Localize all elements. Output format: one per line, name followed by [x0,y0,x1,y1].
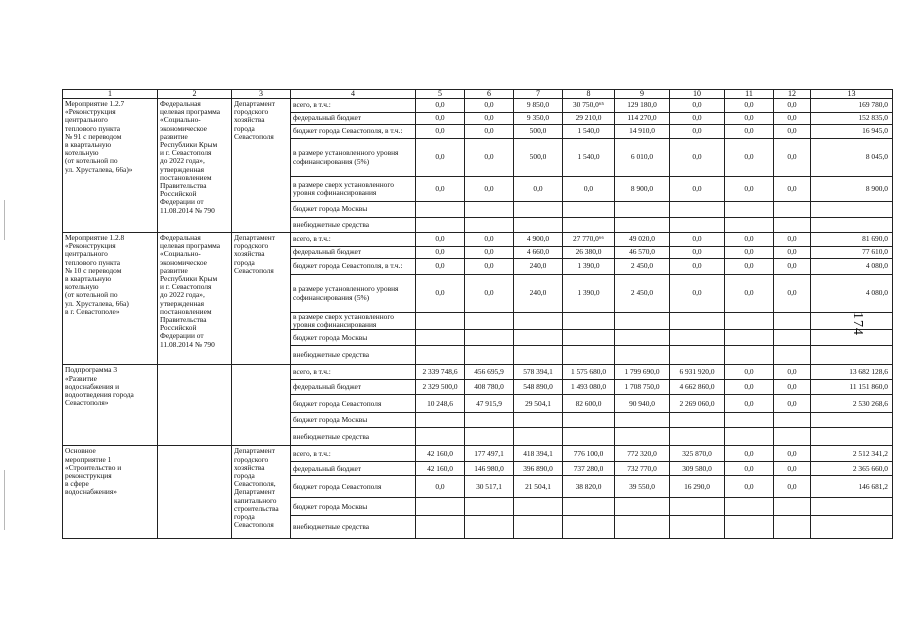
funding-source-label: в размере сверх установленного уровня софинансирования [291,313,416,330]
amount-cell: 146 980,0 [465,462,514,476]
amount-cell [615,428,670,446]
column-number: 9 [615,90,670,99]
amount-cell: 1 799 690,0 [615,365,670,380]
amount-cell: 4 660,0 [514,247,563,259]
amount-cell: 0,0 [416,233,465,247]
amount-cell: 0,0 [416,113,465,125]
executor-cell: Департамент городского хозяйства города Севастополя [232,99,291,233]
amount-cell: 0,0 [416,476,465,498]
amount-cell: 0,0 [774,365,811,380]
amount-cell: 772 320,0 [615,446,670,462]
amount-cell [514,346,563,365]
amount-cell: 0,0 [774,462,811,476]
amount-cell: 0,0 [670,139,725,177]
amount-cell: 240,0 [514,259,563,275]
funding-source-label: в размере установленного уровня софинансирования (5%) [291,275,416,313]
amount-cell [514,413,563,428]
amount-cell: 2 339 748,6 [416,365,465,380]
amount-cell [725,218,774,233]
amount-cell: 0,0 [670,233,725,247]
amount-cell: 0,0 [774,233,811,247]
funding-source-label: внебюджетные средства [291,346,416,365]
amount-cell: 1 540,0 [563,139,615,177]
amount-cell: 0,0 [725,177,774,202]
amount-cell [774,218,811,233]
amount-cell: 0,0 [563,177,615,202]
amount-cell: 146 681,2 [811,476,893,498]
amount-cell: 0,0 [670,247,725,259]
amount-cell [670,498,725,516]
amount-cell: 4 080,0 [811,259,893,275]
amount-cell: 0,0 [416,99,465,113]
table-row [63,365,893,380]
amount-cell: 2 450,0 [615,259,670,275]
funding-source-label: в размере установленного уровня софинансирования (5%) [291,139,416,177]
amount-cell [416,330,465,346]
funding-source-label: бюджет города Москвы [291,498,416,516]
amount-cell: 26 380,0 [563,247,615,259]
amount-cell [465,202,514,218]
amount-cell [416,413,465,428]
amount-cell [465,330,514,346]
amount-cell: 737 280,0 [563,462,615,476]
amount-cell: 0,0 [465,99,514,113]
funding-source-label: внебюджетные средства [291,516,416,539]
amount-cell: 309 580,0 [670,462,725,476]
amount-cell [514,498,563,516]
amount-cell: 0,0 [416,125,465,139]
amount-cell [615,413,670,428]
column-number: 5 [416,90,465,99]
amount-cell: 0,0 [725,259,774,275]
amount-cell: 0,0 [670,259,725,275]
program-cell: Федеральная целевая программа «Социально- экономическое развитие Республики Крым и г. Севастополя до 2022 года», утвержденная постановлением Правительства Российской Федерации от 11.08.2014 № 790 [158,99,232,233]
amount-cell [670,313,725,330]
amount-cell: 114 270,0 [615,113,670,125]
amount-cell: 0,0 [725,113,774,125]
amount-cell: 13 682 128,6 [811,365,893,380]
executor-cell [232,365,291,446]
amount-cell: 500,0 [514,125,563,139]
amount-cell: 0,0 [774,139,811,177]
header-row [63,90,893,99]
amount-cell: 456 695,9 [465,365,514,380]
column-number: 10 [670,90,725,99]
amount-cell: 0,0 [774,113,811,125]
funding-source-label: в размере сверх установленного уровня софинансирования [291,177,416,202]
amount-cell: 240,0 [514,275,563,313]
amount-cell [774,313,811,330]
column-number: 12 [774,90,811,99]
amount-cell: 177 497,1 [465,446,514,462]
amount-cell: 8 900,0 [811,177,893,202]
amount-cell [416,498,465,516]
amount-cell: 82 600,0 [563,395,615,413]
amount-cell: 1 390,0 [563,259,615,275]
amount-cell [774,202,811,218]
amount-cell [725,346,774,365]
amount-cell: 8 900,0 [615,177,670,202]
amount-cell: 9 850,0 [514,99,563,113]
funding-source-label: бюджет города Севастополя [291,476,416,498]
funding-source-label: бюджет города Севастополя [291,395,416,413]
amount-cell: 0,0 [725,247,774,259]
amount-cell [465,313,514,330]
amount-cell [416,428,465,446]
amount-cell [670,202,725,218]
amount-cell: 0,0 [774,446,811,462]
amount-cell: 4 662 860,0 [670,380,725,395]
funding-source-label: внебюджетные средства [291,428,416,446]
column-number: 13 [811,90,893,99]
amount-cell [514,202,563,218]
executor-cell: Департамент городского хозяйства города Севастополя [232,233,291,365]
amount-cell [811,516,893,539]
amount-cell: 0,0 [774,259,811,275]
funding-source-label: федеральный бюджет [291,247,416,259]
amount-cell [514,218,563,233]
amount-cell [563,516,615,539]
amount-cell: 1 390,0 [563,275,615,313]
funding-source-label: всего, в т.ч.: [291,99,416,113]
amount-cell [563,313,615,330]
amount-cell: 0,0 [416,177,465,202]
budget-table [62,89,893,539]
amount-cell [774,413,811,428]
amount-cell [811,413,893,428]
funding-source-label: федеральный бюджет [291,462,416,476]
amount-cell [615,330,670,346]
amount-cell: 30 750,0⁶⁵ [563,99,615,113]
amount-cell: 0,0 [725,233,774,247]
funding-source-label: бюджет города Севастополя, в т.ч.: [291,125,416,139]
amount-cell: 1 540,0 [563,125,615,139]
funding-source-label: бюджет города Москвы [291,330,416,346]
amount-cell: 0,0 [774,395,811,413]
amount-cell: 0,0 [416,259,465,275]
amount-cell: 4 080,0 [811,275,893,313]
amount-cell [774,346,811,365]
amount-cell [465,413,514,428]
scan-margin-mark [4,470,5,530]
amount-cell [465,346,514,365]
amount-cell: 0,0 [670,177,725,202]
amount-cell [563,498,615,516]
amount-cell [563,202,615,218]
amount-cell [725,313,774,330]
amount-cell [725,330,774,346]
funding-source-label: федеральный бюджет [291,113,416,125]
amount-cell: 1 575 680,0 [563,365,615,380]
amount-cell: 776 100,0 [563,446,615,462]
amount-cell: 152 835,0 [811,113,893,125]
amount-cell: 2 329 500,0 [416,380,465,395]
column-number: 8 [563,90,615,99]
amount-cell: 0,0 [670,125,725,139]
amount-cell: 0,0 [725,365,774,380]
amount-cell: 0,0 [465,259,514,275]
amount-cell [811,498,893,516]
amount-cell: 0,0 [725,125,774,139]
amount-cell: 2 512 341,2 [811,446,893,462]
amount-cell [725,498,774,516]
amount-cell [725,428,774,446]
amount-cell: 0,0 [774,99,811,113]
amount-cell: 6 931 920,0 [670,365,725,380]
amount-cell: 2 365 660,0 [811,462,893,476]
amount-cell: 0,0 [774,247,811,259]
scan-margin-mark [4,200,5,240]
amount-cell [615,516,670,539]
amount-cell: 0,0 [670,275,725,313]
amount-cell: 0,0 [774,177,811,202]
amount-cell: 0,0 [465,177,514,202]
amount-cell: 418 394,1 [514,446,563,462]
amount-cell: 1 493 080,0 [563,380,615,395]
amount-cell: 42 160,0 [416,446,465,462]
column-number: 6 [465,90,514,99]
amount-cell [670,428,725,446]
amount-cell: 0,0 [725,99,774,113]
amount-cell: 47 915,9 [465,395,514,413]
amount-cell [465,498,514,516]
amount-cell: 0,0 [725,275,774,313]
amount-cell [563,428,615,446]
amount-cell: 30 517,1 [465,476,514,498]
column-number: 1 [63,90,158,99]
amount-cell: 8 045,0 [811,139,893,177]
amount-cell: 42 160,0 [416,462,465,476]
executor-cell: Департамент городского хозяйства города Севастополя, Департамент капитального строительства города Севастополя [232,446,291,539]
amount-cell [725,413,774,428]
measure-description: Основное мероприятие 1 «Строительство и реконструкция в сфере водоснабжения» [63,446,158,539]
column-number: 3 [232,90,291,99]
amount-cell [670,330,725,346]
amount-cell: 0,0 [465,233,514,247]
amount-cell: 46 570,0 [615,247,670,259]
amount-cell: 548 890,0 [514,380,563,395]
funding-source-label: бюджет города Севастополя, в т.ч.: [291,259,416,275]
page-number: 174 [850,312,865,336]
amount-cell: 169 780,0 [811,99,893,113]
amount-cell [811,428,893,446]
amount-cell [465,428,514,446]
amount-cell [670,413,725,428]
amount-cell: 0,0 [514,177,563,202]
amount-cell [725,516,774,539]
amount-cell: 0,0 [416,139,465,177]
amount-cell: 578 394,1 [514,365,563,380]
amount-cell: 0,0 [725,446,774,462]
amount-cell [670,346,725,365]
amount-cell: 0,0 [465,113,514,125]
amount-cell: 9 350,0 [514,113,563,125]
measure-description: Мероприятие 1.2.7 «Реконструкция центрального теплового пункта № 91 с переводом в квартальную котельную (от котельной по ул. Хрусталева, 66а)» [63,99,158,233]
amount-cell: 10 248,6 [416,395,465,413]
amount-cell: 0,0 [725,462,774,476]
amount-cell: 39 550,0 [615,476,670,498]
amount-cell: 4 900,0 [514,233,563,247]
program-cell [158,446,232,539]
measure-description: Подпрограмма 3 «Развитие водоснабжения и водоотведения города Севастополя» [63,365,158,446]
amount-cell: 6 010,0 [615,139,670,177]
amount-cell [811,346,893,365]
amount-cell: 0,0 [725,476,774,498]
amount-cell: 0,0 [465,275,514,313]
amount-cell [514,313,563,330]
amount-cell [615,202,670,218]
funding-source-label: всего, в т.ч.: [291,233,416,247]
amount-cell: 325 870,0 [670,446,725,462]
amount-cell: 500,0 [514,139,563,177]
amount-cell [811,218,893,233]
amount-cell: 2 269 060,0 [670,395,725,413]
amount-cell: 0,0 [725,380,774,395]
amount-cell: 29 504,1 [514,395,563,413]
measure-description: Мероприятие 1.2.8 «Реконструкция центрального теплового пункта № 10 с переводом в квартальную котельную (от котельной по ул. Хрусталева, 66а) в г. Севастополе» [63,233,158,365]
table-row [63,233,893,247]
amount-cell: 2 450,0 [615,275,670,313]
amount-cell [774,498,811,516]
amount-cell [514,516,563,539]
amount-cell: 2 530 268,6 [811,395,893,413]
amount-cell: 1 708 750,0 [615,380,670,395]
amount-cell: 0,0 [416,247,465,259]
amount-cell: 49 020,0 [615,233,670,247]
funding-source-label: бюджет города Москвы [291,202,416,218]
amount-cell: 732 770,0 [615,462,670,476]
column-number: 2 [158,90,232,99]
amount-cell [615,218,670,233]
amount-cell [465,218,514,233]
amount-cell [416,313,465,330]
amount-cell: 0,0 [774,125,811,139]
amount-cell: 408 780,0 [465,380,514,395]
amount-cell [563,346,615,365]
funding-source-label: внебюджетные средства [291,218,416,233]
amount-cell: 0,0 [465,125,514,139]
amount-cell: 38 820,0 [563,476,615,498]
amount-cell [563,330,615,346]
amount-cell [774,428,811,446]
amount-cell [416,218,465,233]
column-number: 7 [514,90,563,99]
amount-cell [670,516,725,539]
column-number: 4 [291,90,416,99]
amount-cell [774,516,811,539]
amount-cell: 0,0 [725,395,774,413]
amount-cell: 0,0 [465,139,514,177]
funding-source-label: федеральный бюджет [291,380,416,395]
amount-cell [514,330,563,346]
amount-cell [615,498,670,516]
amount-cell: 0,0 [725,139,774,177]
funding-source-label: всего, в т.ч.: [291,365,416,380]
amount-cell: 14 910,0 [615,125,670,139]
amount-cell: 27 770,0⁶⁶ [563,233,615,247]
amount-cell: 11 151 860,0 [811,380,893,395]
amount-cell: 129 180,0 [615,99,670,113]
table-row [63,446,893,462]
amount-cell [514,428,563,446]
amount-cell [416,346,465,365]
amount-cell [615,346,670,365]
amount-cell: 0,0 [774,275,811,313]
amount-cell [811,202,893,218]
amount-cell: 0,0 [465,247,514,259]
amount-cell [563,413,615,428]
amount-cell [416,202,465,218]
amount-cell: 29 210,0 [563,113,615,125]
funding-source-label: всего, в т.ч.: [291,446,416,462]
amount-cell: 90 940,0 [615,395,670,413]
amount-cell [416,516,465,539]
amount-cell: 396 890,0 [514,462,563,476]
amount-cell: 0,0 [774,476,811,498]
amount-cell: 0,0 [670,99,725,113]
amount-cell [670,218,725,233]
amount-cell: 16 945,0 [811,125,893,139]
amount-cell: 77 610,0 [811,247,893,259]
amount-cell: 21 504,1 [514,476,563,498]
amount-cell [563,218,615,233]
program-cell: Федеральная целевая программа «Социально- экономическое развитие Республики Крым и г. Севастополя до 2022 года», утвержденная постановлением Правительства Российской Федерации от 11.08.2014 № 790 [158,233,232,365]
program-cell [158,365,232,446]
amount-cell: 81 690,0 [811,233,893,247]
amount-cell: 0,0 [670,113,725,125]
amount-cell [615,313,670,330]
table-row [63,99,893,113]
amount-cell: 0,0 [416,275,465,313]
amount-cell: 0,0 [774,380,811,395]
funding-source-label: бюджет города Москвы [291,413,416,428]
amount-cell [725,202,774,218]
amount-cell [465,516,514,539]
amount-cell [774,330,811,346]
column-number: 11 [725,90,774,99]
amount-cell: 16 290,0 [670,476,725,498]
